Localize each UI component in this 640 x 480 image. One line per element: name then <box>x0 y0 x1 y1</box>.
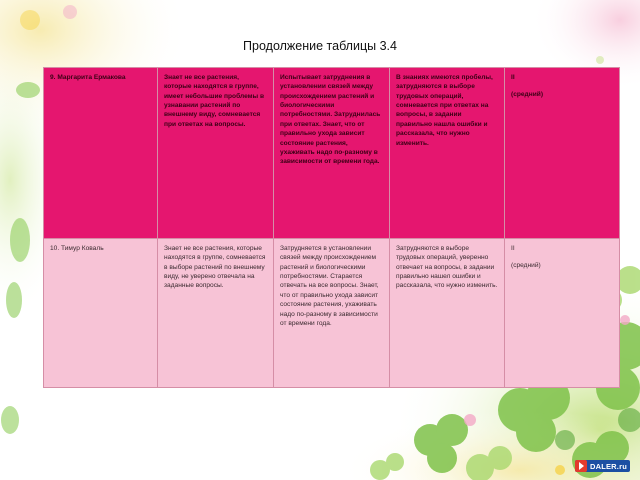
level-value: II <box>511 245 515 252</box>
student-name-cell: 9. Маргарита Ермакова <box>44 68 158 239</box>
play-icon <box>575 460 587 472</box>
level-description: (средний) <box>511 262 541 270</box>
watermark-logo <box>575 460 630 472</box>
labor-skills-cell: В знаниях имеются пробелы, затрудняются в выборе трудовых операций, сомневается при ответах на вопросы, в задании правильно нашла ошибки и рассказала, что нужно изменить. <box>390 68 505 239</box>
plants-knowledge-cell: Знает не все растения, которые находятся в группе, сомневается в выборе растений по внешнему виду, не уверено отвечала на заданные вопросы. <box>158 239 274 388</box>
biology-knowledge-cell: Испытывает затруднения в установлении связей между происхождением растений и биологическими потребностями. Затруднилась при ответах. Знает, что от правильно ухода зависит состояние растения, ухаживать надо по-разному в зависимости от времени года. <box>274 68 390 239</box>
table-row <box>44 239 620 388</box>
labor-skills-cell: Затрудняются в выборе трудовых операций, уверенно отвечает на вопросы, в задании правильно нашел ошибки и рассказала, что нужно изменить. <box>390 239 505 388</box>
level-cell <box>505 68 620 239</box>
plants-knowledge-cell: Знает не все растения, которые находятся в группе, имеет небольшие проблемы в узнавании растений по внешнему виду, сомневается при ответах на вопросы. <box>158 68 274 239</box>
table-row <box>44 68 620 239</box>
watermark-text: DALER.ru <box>589 461 627 471</box>
level-value: II <box>511 74 515 81</box>
biology-knowledge-cell: Затрудняется в установлении связей между происхождением растений и биологическими потребностями. Старается отвечать на все вопросы. Знает, что от правильно ухода зависит состояние растения, ухаживать надо по-разному в зависимости от времени года. <box>274 239 390 388</box>
student-name-cell: 10. Тимур Коваль <box>44 239 158 388</box>
page-title: Продолжение таблицы 3.4 <box>243 39 397 53</box>
results-table <box>43 67 620 388</box>
level-description: (средний) <box>511 91 544 99</box>
level-cell <box>505 239 620 388</box>
